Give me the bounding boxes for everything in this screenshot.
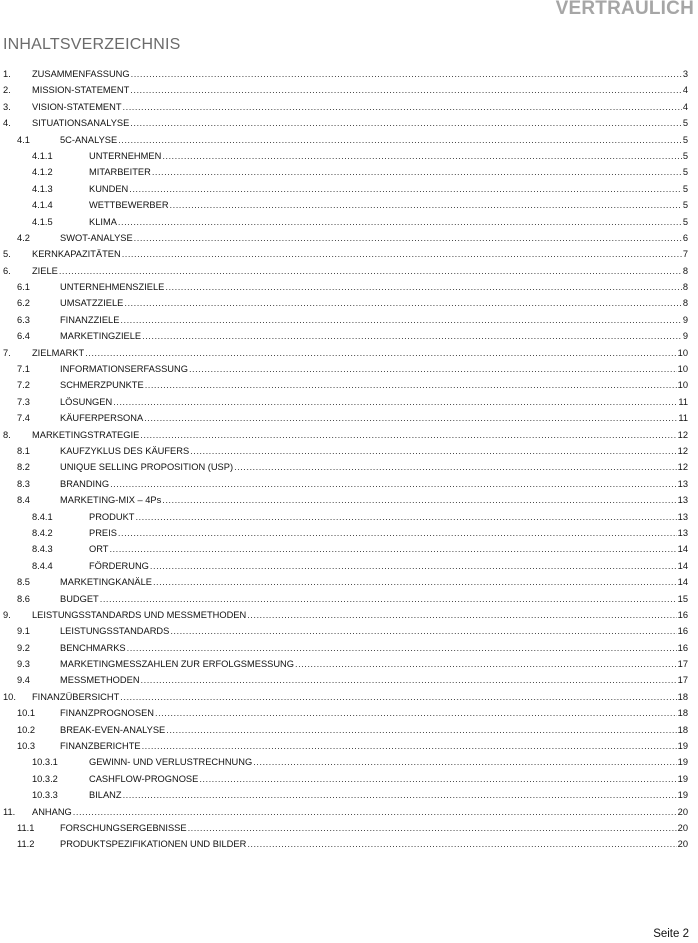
toc-dot-leader <box>130 82 682 98</box>
toc-entry-number: 4.1.4 <box>32 200 53 211</box>
toc-dot-leader <box>130 115 682 131</box>
toc-entry[interactable] <box>3 197 688 213</box>
toc-entry-page: 13 <box>677 495 688 506</box>
toc-entry-page: 11 <box>678 413 688 424</box>
toc-dot-leader <box>295 656 677 672</box>
toc-entry-number: 9.3 <box>17 659 30 670</box>
toc-entry[interactable] <box>3 377 688 393</box>
toc-entry-title: KUNDEN <box>89 183 129 194</box>
toc-entry-page: 16 <box>677 609 688 620</box>
toc-entry-page: 20 <box>677 839 688 850</box>
toc-entry-title: MARKETINGMESSZAHLEN ZUR ERFOLGSMESSUNG <box>60 659 295 670</box>
toc-entry[interactable] <box>3 443 688 459</box>
toc-entry-title: 5C-ANALYSE <box>60 134 118 145</box>
toc-entry[interactable] <box>3 263 688 279</box>
toc-entry-number: 6.1 <box>17 282 30 293</box>
toc-entry-number: 7.2 <box>17 380 30 391</box>
toc-entry-number: 10.3.3 <box>32 790 58 801</box>
toc-entry[interactable] <box>3 230 688 246</box>
toc-entry-title: MARKETINGSTRATEGIE <box>32 429 140 440</box>
confidential-label: VERTRAULICH <box>555 0 694 19</box>
toc-entry-number: 2. <box>3 85 11 96</box>
toc-entry-title: CASHFLOW-PROGNOSE <box>89 773 199 784</box>
toc-entry-number: 11. <box>3 806 16 817</box>
toc-entry-number: 8.5 <box>17 577 30 588</box>
toc-entry-title: ZIELMARKT <box>32 347 85 358</box>
toc-entry[interactable] <box>3 427 688 443</box>
toc-entry[interactable] <box>3 705 688 721</box>
toc-entry-page: 5 <box>682 216 688 227</box>
toc-entry-title: MITARBEITER <box>89 167 151 178</box>
toc-entry-title: MESSMETHODEN <box>60 675 140 686</box>
toc-entry-number: 10. <box>3 691 16 702</box>
toc-entry[interactable] <box>3 148 688 164</box>
toc-entry-page: 8 <box>682 265 688 276</box>
toc-dot-leader <box>188 820 677 836</box>
toc-entry[interactable] <box>3 459 688 475</box>
toc-entry-page: 10 <box>677 380 688 391</box>
toc-entry[interactable] <box>3 99 688 115</box>
toc-dot-leader <box>170 623 676 639</box>
toc-entry-title: PREIS <box>89 527 117 538</box>
toc-entry-page: 18 <box>677 724 688 735</box>
toc-entry-number: 4.1.5 <box>32 216 53 227</box>
toc-dot-leader <box>110 476 677 492</box>
toc-entry[interactable] <box>3 656 688 672</box>
toc-entry[interactable] <box>3 246 688 262</box>
toc-entry-title: FÖRDERUNG <box>89 560 149 571</box>
toc-entry[interactable] <box>3 115 688 131</box>
toc-entry-title: UNIQUE SELLING PROPOSITION (USP) <box>60 462 234 473</box>
toc-entry[interactable] <box>3 738 688 754</box>
toc-entry-title: FINANZBERICHTE <box>60 741 141 752</box>
toc-entry-number: 6.2 <box>17 298 30 309</box>
toc-dot-leader <box>120 689 676 705</box>
toc-entry-page: 11 <box>678 396 688 407</box>
toc-entry[interactable] <box>3 279 688 295</box>
toc-entry-title: BRANDING <box>60 478 110 489</box>
toc-entry-page: 4 <box>682 85 688 96</box>
toc-entry-title: BUDGET <box>60 593 99 604</box>
toc-entry-title: FINANZZIELE <box>60 314 120 325</box>
toc-entry[interactable] <box>3 394 688 410</box>
toc-entry-number: 6. <box>3 265 11 276</box>
toc-entry[interactable] <box>3 820 688 836</box>
toc-dot-leader <box>190 443 677 459</box>
page-number: Seite 2 <box>653 928 689 940</box>
toc-entry-number: 4.1 <box>17 134 30 145</box>
toc-dot-leader <box>134 230 682 246</box>
toc-dot-leader <box>189 361 677 377</box>
toc-entry[interactable] <box>3 476 688 492</box>
toc-entry[interactable] <box>3 836 688 852</box>
toc-entry[interactable] <box>3 66 688 82</box>
toc-entry-number: 10.3.2 <box>32 773 58 784</box>
toc-entry-page: 17 <box>677 675 688 686</box>
toc-entry-page: 6 <box>682 232 688 243</box>
toc-dot-leader <box>199 771 676 787</box>
toc-entry-number: 4.1.1 <box>32 150 53 161</box>
toc-entry-number: 11.2 <box>17 839 35 850</box>
toc-entry[interactable] <box>3 623 688 639</box>
toc-dot-leader <box>145 377 677 393</box>
toc-entry-title: FORSCHUNGSERGEBNISSE <box>60 822 187 833</box>
toc-entry[interactable] <box>3 295 688 311</box>
toc-entry[interactable] <box>3 640 688 656</box>
toc-dot-leader <box>127 640 677 656</box>
toc-entry-number: 7. <box>3 347 11 358</box>
toc-entry-title: VISION-STATEMENT <box>32 101 122 112</box>
toc-entry-title: KLIMA <box>89 216 117 227</box>
toc-dot-leader <box>162 148 682 164</box>
toc-entry-title: WETTBEWERBER <box>89 200 169 211</box>
toc-entry-page: 19 <box>677 757 688 768</box>
toc-entry-number: 4.1.3 <box>32 183 53 194</box>
toc-entry-title: MISSION-STATEMENT <box>32 85 130 96</box>
toc-dot-leader <box>144 410 677 426</box>
toc-entry-title: MARKETINGKANÄLE <box>60 577 152 588</box>
toc-entry-title: BILANZ <box>89 790 122 801</box>
toc-entry-page: 5 <box>682 134 688 145</box>
toc-entry-title: PRODUKTSPEZIFIKATIONEN UND BILDER <box>60 839 247 850</box>
toc-entry[interactable] <box>3 345 688 361</box>
toc-dot-leader <box>150 558 677 574</box>
toc-entry-page: 18 <box>677 691 688 702</box>
toc-entry-number: 10.1 <box>17 708 36 719</box>
toc-entry-title: FINANZÜBERSICHT <box>32 691 120 702</box>
toc-dot-leader <box>59 263 682 279</box>
toc-entry[interactable] <box>3 82 688 98</box>
toc-entry-page: 13 <box>677 527 688 538</box>
toc-entry-number: 9.4 <box>17 675 30 686</box>
toc-dot-leader <box>247 836 676 852</box>
table-of-contents <box>3 66 688 853</box>
toc-entry-number: 7.3 <box>17 396 30 407</box>
toc-dot-leader <box>253 754 676 770</box>
toc-entry-title: ORT <box>89 544 109 555</box>
toc-entry-page: 9 <box>682 314 688 325</box>
toc-entry-title: MARKETINGZIELE <box>60 331 142 342</box>
toc-entry-number: 7.1 <box>17 364 30 375</box>
toc-entry-title: LEISTUNGSSTANDARDS <box>60 626 170 637</box>
toc-dot-leader <box>142 328 682 344</box>
toc-entry-page: 19 <box>677 790 688 801</box>
toc-entry[interactable] <box>3 722 688 738</box>
toc-entry-number: 10.2 <box>17 724 36 735</box>
toc-entry[interactable] <box>3 525 688 541</box>
toc-dot-leader <box>155 705 677 721</box>
toc-dot-leader <box>118 525 677 541</box>
toc-entry-title: GEWINN- UND VERLUSTRECHNUNG <box>89 757 253 768</box>
toc-entry-page: 8 <box>682 282 688 293</box>
toc-entry[interactable] <box>3 214 688 230</box>
toc-dot-leader <box>120 312 681 328</box>
toc-entry[interactable] <box>3 361 688 377</box>
toc-entry[interactable] <box>3 132 688 148</box>
toc-dot-leader <box>170 197 682 213</box>
toc-entry-title: ZUSAMMENFASSUNG <box>32 69 130 79</box>
toc-dot-leader <box>140 427 676 443</box>
toc-entry-page: 8 <box>682 298 688 309</box>
toc-entry-title: ZIELE <box>32 265 58 276</box>
toc-entry-number: 8.4.2 <box>32 527 53 538</box>
toc-entry-page: 3 <box>682 69 688 79</box>
toc-entry-title: SCHMERZPUNKTE <box>60 380 144 391</box>
toc-entry-title: UNTERNEHMENSZIELE <box>60 282 165 293</box>
toc-dot-leader <box>234 459 677 475</box>
toc-dot-leader <box>85 345 676 361</box>
toc-entry-number: 8.4.1 <box>32 511 53 522</box>
toc-entry-number: 10.3.1 <box>32 757 58 768</box>
toc-entry-title: LÖSUNGEN <box>60 396 113 407</box>
toc-entry-page: 5 <box>682 183 688 194</box>
toc-entry-page: 5 <box>682 118 688 129</box>
toc-entry-page: 4 <box>682 101 688 112</box>
toc-dot-leader <box>118 132 682 148</box>
toc-entry-number: 6.4 <box>17 331 30 342</box>
toc-entry-number: 10.3 <box>17 741 36 752</box>
toc-dot-leader <box>122 246 682 262</box>
toc-entry-page: 16 <box>677 626 688 637</box>
toc-entry-title: PRODUKT <box>89 511 135 522</box>
toc-entry-number: 9.2 <box>17 642 30 653</box>
toc-entry-page: 19 <box>677 741 688 752</box>
toc-entry-page: 9 <box>682 331 688 342</box>
toc-dot-leader <box>135 509 676 525</box>
toc-entry-page: 14 <box>677 577 688 588</box>
toc-dot-leader <box>113 394 677 410</box>
toc-dot-leader <box>152 164 682 180</box>
toc-entry-title: UMSATZZIELE <box>60 298 124 309</box>
toc-entry-title: INFORMATIONSERFASSUNG <box>60 364 188 375</box>
toc-dot-leader <box>142 738 677 754</box>
toc-entry-page: 18 <box>677 708 688 719</box>
toc-entry[interactable] <box>3 574 688 590</box>
toc-entry-page: 5 <box>682 167 688 178</box>
toc-entry[interactable] <box>3 591 688 607</box>
toc-dot-leader <box>153 574 677 590</box>
toc-entry-page: 20 <box>677 806 688 817</box>
toc-entry-number: 8.4.4 <box>32 560 53 571</box>
toc-entry-number: 7.4 <box>17 413 30 424</box>
toc-dot-leader <box>100 591 677 607</box>
toc-entry[interactable] <box>3 787 688 803</box>
toc-entry-page: 14 <box>677 544 688 555</box>
toc-entry-page: 12 <box>677 429 688 440</box>
toc-dot-leader <box>124 295 681 311</box>
toc-entry-title: UNTERNEHMEN <box>89 150 162 161</box>
toc-entry-number: 8.1 <box>17 445 30 456</box>
toc-entry-page: 20 <box>677 822 688 833</box>
toc-entry-number: 8. <box>3 429 11 440</box>
toc-entry[interactable] <box>3 672 688 688</box>
toc-entry-title: SWOT-ANALYSE <box>60 232 133 243</box>
toc-entry-page: 15 <box>677 593 688 604</box>
toc-entry-number: 8.4 <box>17 495 30 506</box>
toc-entry-title: MARKETING-MIX – 4Ps <box>60 495 162 506</box>
toc-entry-number: 5. <box>3 249 11 260</box>
toc-entry-page: 12 <box>677 462 688 473</box>
toc-entry[interactable] <box>3 181 688 197</box>
toc-entry-title: KAUFZYKLUS DES KÄUFERS <box>60 445 190 456</box>
toc-entry[interactable] <box>3 509 688 525</box>
toc-entry-page: 10 <box>677 364 688 375</box>
toc-entry-title: FINANZPROGNOSEN <box>60 708 155 719</box>
toc-entry-number: 1. <box>3 69 11 79</box>
toc-dot-leader <box>123 99 682 115</box>
toc-entry-title: KÄUFERPERSONA <box>60 413 144 424</box>
toc-entry-title: ANHANG <box>32 806 72 817</box>
toc-entry[interactable] <box>3 689 688 705</box>
toc-entry[interactable] <box>3 410 688 426</box>
toc-entry-number: 3. <box>3 101 11 112</box>
toc-entry-number: 4.1.2 <box>32 167 53 178</box>
toc-entry-number: 4.2 <box>17 232 30 243</box>
toc-dot-leader <box>129 181 682 197</box>
toc-entry-page: 13 <box>677 478 688 489</box>
toc-entry[interactable] <box>3 164 688 180</box>
toc-dot-leader <box>162 492 676 508</box>
toc-dot-leader <box>166 722 676 738</box>
toc-dot-leader <box>109 541 676 557</box>
toc-entry-number: 6.3 <box>17 314 30 325</box>
toc-entry-page: 17 <box>677 659 688 670</box>
toc-entry-title: LEISTUNGSSTANDARDS UND MESSMETHODEN <box>32 609 247 620</box>
toc-entry[interactable] <box>3 804 688 820</box>
toc-dot-leader <box>118 214 682 230</box>
toc-entry-title: BENCHMARKS <box>60 642 126 653</box>
toc-entry-page: 14 <box>677 560 688 571</box>
toc-entry-number: 4. <box>3 118 11 129</box>
toc-entry-page: 12 <box>677 445 688 456</box>
toc-entry-page: 5 <box>682 150 688 161</box>
toc-dot-leader <box>247 607 676 623</box>
toc-entry-number: 9. <box>3 609 11 620</box>
toc-entry-number: 9.1 <box>17 626 30 637</box>
toc-entry-title: BREAK-EVEN-ANALYSE <box>60 724 166 735</box>
toc-entry-page: 16 <box>677 642 688 653</box>
toc-dot-leader <box>123 787 677 803</box>
toc-entry[interactable] <box>3 541 688 557</box>
toc-entry-number: 8.3 <box>17 478 30 489</box>
toc-entry[interactable] <box>3 607 688 623</box>
toc-entry[interactable] <box>3 771 688 787</box>
toc-entry[interactable] <box>3 312 688 328</box>
toc-entry[interactable] <box>3 328 688 344</box>
toc-entry[interactable] <box>3 492 688 508</box>
toc-dot-leader <box>165 279 681 295</box>
toc-entry-page: 5 <box>682 200 688 211</box>
toc-heading: INHALTSVERZEICHNIS <box>3 36 181 53</box>
toc-entry-page: 13 <box>677 511 688 522</box>
toc-entry-title: KERNKAPAZITÄTEN <box>32 249 121 260</box>
toc-dot-leader <box>131 66 682 82</box>
toc-entry-page: 10 <box>677 347 688 358</box>
toc-entry-number: 8.2 <box>17 462 30 473</box>
toc-entry-number: 11.1 <box>17 822 35 833</box>
toc-entry-number: 8.4.3 <box>32 544 53 555</box>
toc-entry-page: 7 <box>682 249 688 260</box>
toc-entry-title: SITUATIONSANALYSE <box>32 118 130 129</box>
toc-entry-page: 19 <box>677 773 688 784</box>
toc-dot-leader <box>141 672 677 688</box>
toc-entry[interactable] <box>3 754 688 770</box>
toc-entry[interactable] <box>3 558 688 574</box>
toc-entry-number: 8.6 <box>17 593 30 604</box>
toc-dot-leader <box>73 804 677 820</box>
